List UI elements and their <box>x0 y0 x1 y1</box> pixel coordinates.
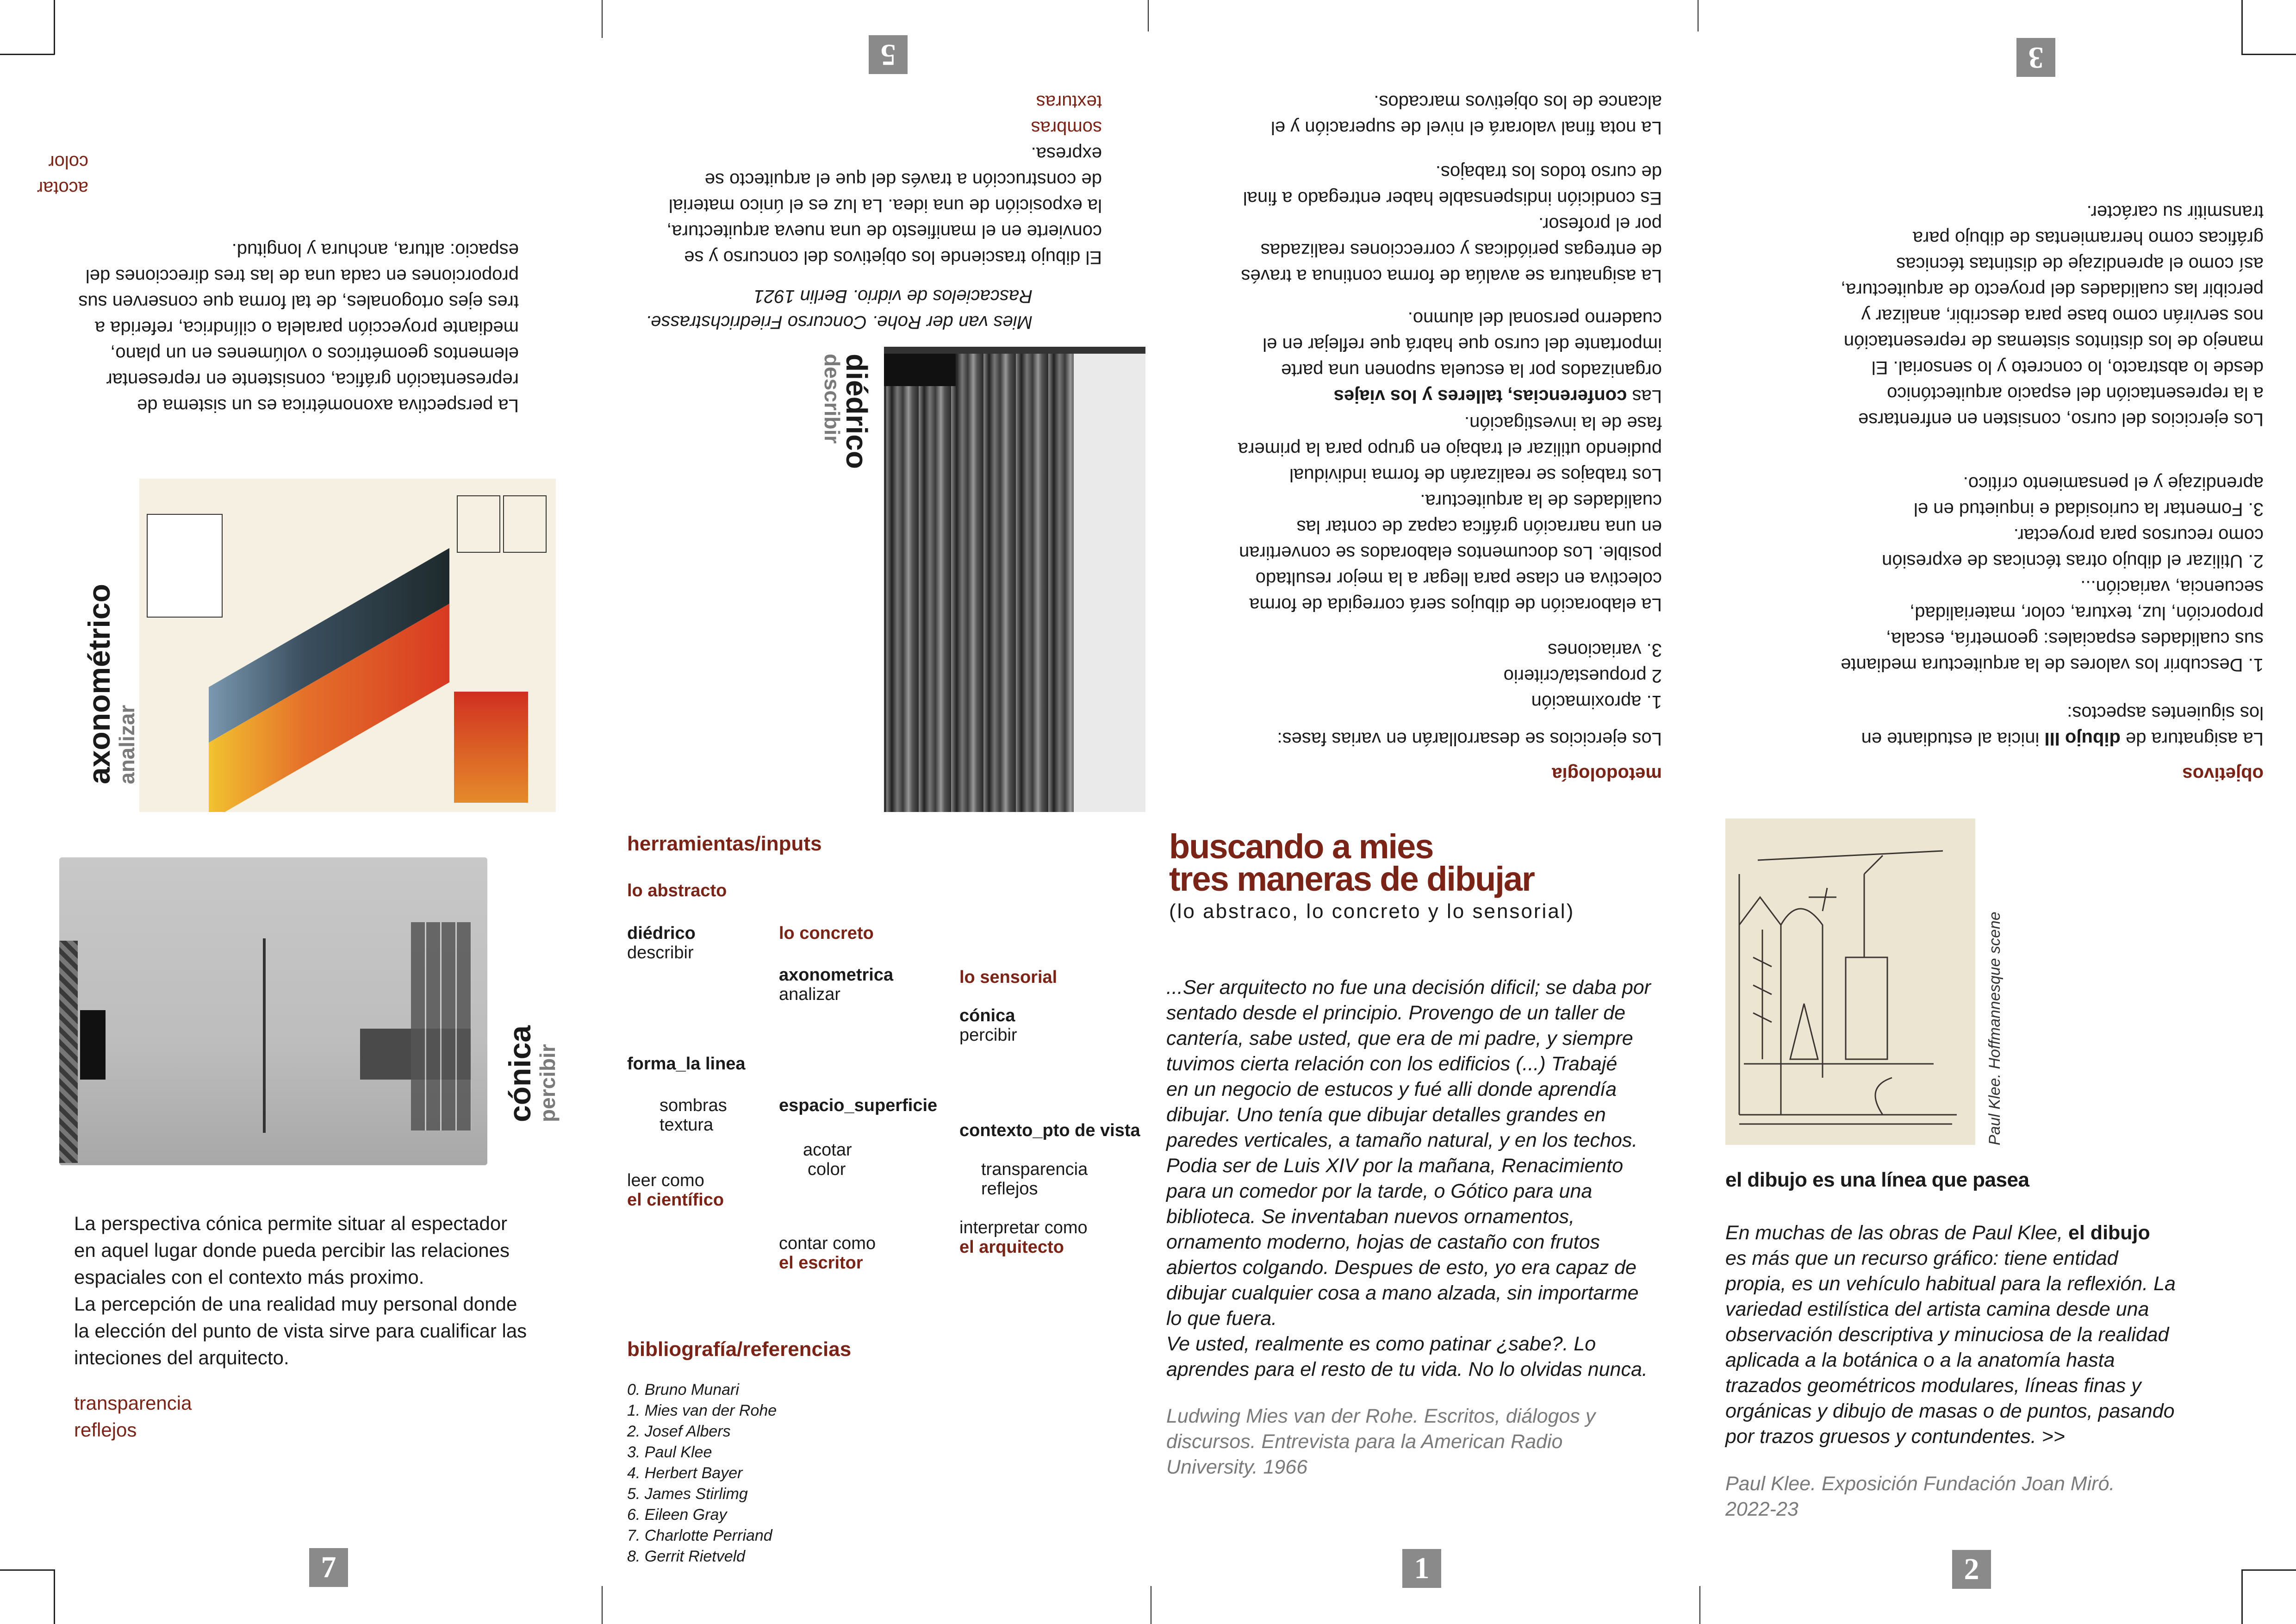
axonometrico-label: axonométrico <box>82 584 116 784</box>
barcelona-pavilion-drawing-image <box>59 857 487 1165</box>
tool-percibir: percibir <box>959 1025 1017 1045</box>
panel-klee <box>1722 812 2296 1624</box>
bibliography-list <box>627 1380 777 1567</box>
klee-heading: el dibujo es una línea que pasea <box>1725 1168 2029 1191</box>
fold-mark <box>602 0 603 38</box>
mies-quote: ...Ser arquitecto no fue una decisión dificil; se daba por sentado desde el principio. Provengo de un taller de cantería, sabe usted, que era de mi padre, y siempre tuvimos cierta relación con los edificios (...) Trabajé en un negocio de estucos y fué alli donde aprendía dibujar. Uno tenía que dibujar detalles grandes en paredes verticales, a tamaño natural, y en los techos. Podia ser de Luis XIV por la mañana, Renacimiento para un comedor por la tarde, o Gótico para una biblioteca. Se inventaban nuevos ornamentos, ornamento moderno, hojas de castaño con frutos abiertos colgando. Despues de esto, yo era capaz de dibujar cualquier cosa a mano alzada, sin importarme lo que fuera. Ve usted, realmente es como patinar ¿sabe?. Lo aprendes para el resto de tu vida. No lo olvidas nunca. <box>1166 976 1651 1380</box>
tool-sombras: sombras <box>660 1096 727 1115</box>
axonometrico-keywords: acotar color <box>37 152 88 198</box>
cover-title: buscando a mies tres maneras de dibujar <box>1169 827 1534 898</box>
percibir-label: percibir <box>535 1044 560 1122</box>
tool-cientifico: el científico <box>627 1190 724 1210</box>
panel-axonometrico <box>0 0 574 812</box>
objetivos-heading: objetivos <box>2182 764 2264 784</box>
tool-espacio: espacio_superficie <box>779 1096 938 1115</box>
front-side-panels <box>0 812 2296 1624</box>
conica-label: cónica <box>503 1025 537 1122</box>
conica-body: La perspectiva cónica permite situar al espectador en aquel lugar donde pueda percibir las relaciones espaciales con el contexto más proximo. La percepción de una realidad muy personal donde la elección del punto de vista sirve para cualificar las inteciones del arquitecto. <box>74 1212 527 1368</box>
tool-sensorial: lo sensorial <box>959 968 1058 987</box>
tool-analizar: analizar <box>779 985 841 1004</box>
tool-arquitecto: el arquitecto <box>959 1237 1064 1257</box>
tool-axonometrica: axonometrica <box>779 965 894 985</box>
tool-concreto: lo concreto <box>779 924 874 943</box>
panel-diedrico <box>574 0 1148 812</box>
friedrichstrasse-caption: Mies van der Rohe. Concurso Friedrichstrasse. Rascacielos de vidrio. Berlin 1921 <box>646 286 1033 332</box>
objetivos-paragraph: Los ejercicios del curso, consisten en enfrentarse a la representación del espacio arquitectónico desde lo abstracto, lo concreto y lo sensorial. El manejo de los distintos sistemas de representación nos servirán como base para describir, analizar y percibir las cualidades del proyecto de arquitectura, así como el aprendizaje de distintas técnicas gráficas como herramientas de dibujo para transmitir su carácter. <box>1841 202 2264 430</box>
metodologia-para1: La elaboración de dibujos será corregida de forma colectiva en clase para llegar a la mejor resultado posible. Los documentos elaborados se convertiran en una narración gráfica capaz de contar las cualidades de la arquitectura. Los trabajos se realizarán de forma individual pudiendo utilizar el trabajo en grupo para la primera fase de la investigación. <box>1238 413 1662 615</box>
metodologia-para4: La nota final valorará el nivel de superación y el alcance de los objetivos marcados. <box>1271 92 1662 138</box>
fold-mark <box>602 1586 603 1624</box>
klee-body: En muchas de las obras de Paul Klee, el dibujo es más que un recurso gráfico: tiene entidad propia, es un vehículo habitual para la reflexión. La variedad estilística del artista camina desde una observación descriptiva y minuciosa de la realidad aplicada a la botánica o a la anatomía hasta trazados geométricos modulares, líneas finas y orgánicas y dibujo de masas o de puntos, pasando por trazos gruesos y contundentes. >> <box>1725 1222 2176 1448</box>
klee-hoffmannesque-image <box>1725 818 1975 1145</box>
diedrico-body: El dibujo trasciende los objetivos del concurso y se convierte en el manifiesto de una nueva arquitectura, la exposición de una idea. La luz es el único material de construcción a través del que el arquitecto se expresa. <box>666 144 1102 268</box>
crop-mark <box>0 1569 55 1571</box>
tool-escritor: el escritor <box>779 1253 863 1273</box>
tool-interpretar: interpretar como <box>959 1218 1088 1237</box>
tool-acotar: acotar <box>803 1140 852 1160</box>
metodologia-heading: metodología <box>1552 764 1662 784</box>
panel-cover <box>1148 812 1722 1624</box>
diedrico-keywords: sombras texturas <box>1031 92 1102 138</box>
tool-color: color <box>808 1160 846 1179</box>
bibliography-item: 1. Mies van der Rohe <box>627 1402 777 1419</box>
conica-keywords: transparencia reflejos <box>74 1392 192 1441</box>
bibliografia-heading: bibliografía/referencias <box>627 1338 852 1361</box>
metodologia-para3: La asignatura se avalúa de forma continua a través de entregas periódicas y correcciones realizadas por el profesor. Es condición indispensable haber entregado a final de curso todos los trabajos. <box>1241 162 1662 286</box>
objetivos-intro: La asignatura de dibujo III inicia al estudiante en los siguientes aspectos: <box>1861 703 2264 749</box>
metodologia-para2: Las conferencias, talleres y los viajes organizados por la escuela suponen una parte importante del curso que habrá que reflejar en el cuaderno personal del alumno. <box>1263 308 1662 406</box>
page-number-2: 2 <box>1952 1550 1991 1589</box>
fold-mark <box>1698 0 1699 31</box>
kino-axonometric-image <box>139 479 556 812</box>
fold-mark <box>1699 1586 1700 1624</box>
bibliography-item: 3. Paul Klee <box>627 1443 712 1461</box>
herramientas-heading: herramientas/inputs <box>627 832 822 855</box>
panel-conica <box>0 812 574 1624</box>
bibliography-item: 0. Bruno Munari <box>627 1381 739 1399</box>
crop-mark <box>2241 1569 2296 1571</box>
crop-mark <box>2241 54 2296 55</box>
analizar-label: analizar <box>115 705 139 784</box>
tool-contexto: contexto_pto de vista <box>959 1121 1140 1140</box>
objetivos-list: 1. Descubrir los valores de la arquitectura mediante sus cualidades espaciales: geometría, escala, proporción, luz, textura, color, materialidad, secuencia, variación... 2. Utilizar el dibujo otras técnicas de expresión como recursos para proyectar. 3. Fomentar la curiosidad e inquietud en el aprendizaje y el pensamiento crítico. <box>1841 473 2264 675</box>
bibliography-item: 7. Charlotte Perriand <box>627 1527 772 1544</box>
panel-metodologia <box>1148 0 1722 812</box>
crop-mark <box>54 1569 55 1624</box>
bibliography-item: 6. Eileen Gray <box>627 1506 727 1524</box>
crop-mark <box>2241 1569 2243 1624</box>
crop-mark <box>2241 0 2243 55</box>
klee-image-caption: Paul Klee. Hoffmannesque scene <box>1986 912 2004 1145</box>
klee-sketch-lines <box>1725 818 1975 1145</box>
bibliography-item: 2. Josef Albers <box>627 1423 731 1440</box>
tool-diedrico: diédrico <box>627 924 696 943</box>
mies-quote-source: Ludwing Mies van der Rohe. Escritos, diálogos y discursos. Entrevista para la American Radio University. 1966 <box>1166 1405 1596 1478</box>
tool-conica: cónica <box>959 1006 1015 1025</box>
bibliography-item: 4. Herbert Bayer <box>627 1464 743 1482</box>
page-number-1: 1 <box>1402 1549 1441 1588</box>
page-number-7: 7 <box>309 1548 348 1587</box>
bibliography-item: 5. James Stirlimg <box>627 1485 748 1503</box>
tool-transparencia: transparencia <box>981 1160 1088 1179</box>
panel-objetivos <box>1722 0 2296 812</box>
diedrico-label: diédrico <box>840 354 873 469</box>
metodologia-phases: 1. aproximación 2 propuesta/criterio 3. variaciones <box>1503 640 1662 712</box>
crop-mark <box>54 0 55 55</box>
tool-abstracto: lo abstracto <box>627 881 727 900</box>
tool-forma: forma_la linea <box>627 1054 746 1074</box>
cover-subtitle: (lo abstraco, lo concreto y lo sensorial) <box>1169 900 1575 923</box>
page-number-3: 3 <box>2016 38 2055 77</box>
axonometrico-body: La perspectiva axonométrica es un sistema de representación gráfica, consistente en representar elementos geométricos o volúmenes en un plano, mediante proyección paralela o cilíndrica, referida a tres ejes ortogonales, de tal forma que conserven sus proporciones en cada una de las tres direcciones del espacio: altura, anchura y longitud. <box>78 240 519 416</box>
tool-textura: textura <box>660 1115 714 1135</box>
describir-label: describir <box>820 354 844 444</box>
tool-leer: leer como <box>627 1171 704 1190</box>
panel-herramientas <box>574 812 1148 1624</box>
crop-mark <box>0 54 55 55</box>
tool-contar: contar como <box>779 1234 876 1253</box>
bibliography-item: 8. Gerrit Rietveld <box>627 1548 746 1565</box>
metodologia-intro: Los ejercicios se desarrollarán en varias fases: <box>1277 729 1662 749</box>
fold-mark <box>1148 0 1149 31</box>
tool-reflejos: reflejos <box>981 1179 1038 1199</box>
friedrichstrasse-drawing-image <box>884 347 1145 812</box>
tool-describir: describir <box>627 943 694 962</box>
page-number-5: 5 <box>869 35 908 74</box>
klee-source: Paul Klee. Exposición Fundación Joan Miró. 2022-23 <box>1725 1473 2115 1520</box>
